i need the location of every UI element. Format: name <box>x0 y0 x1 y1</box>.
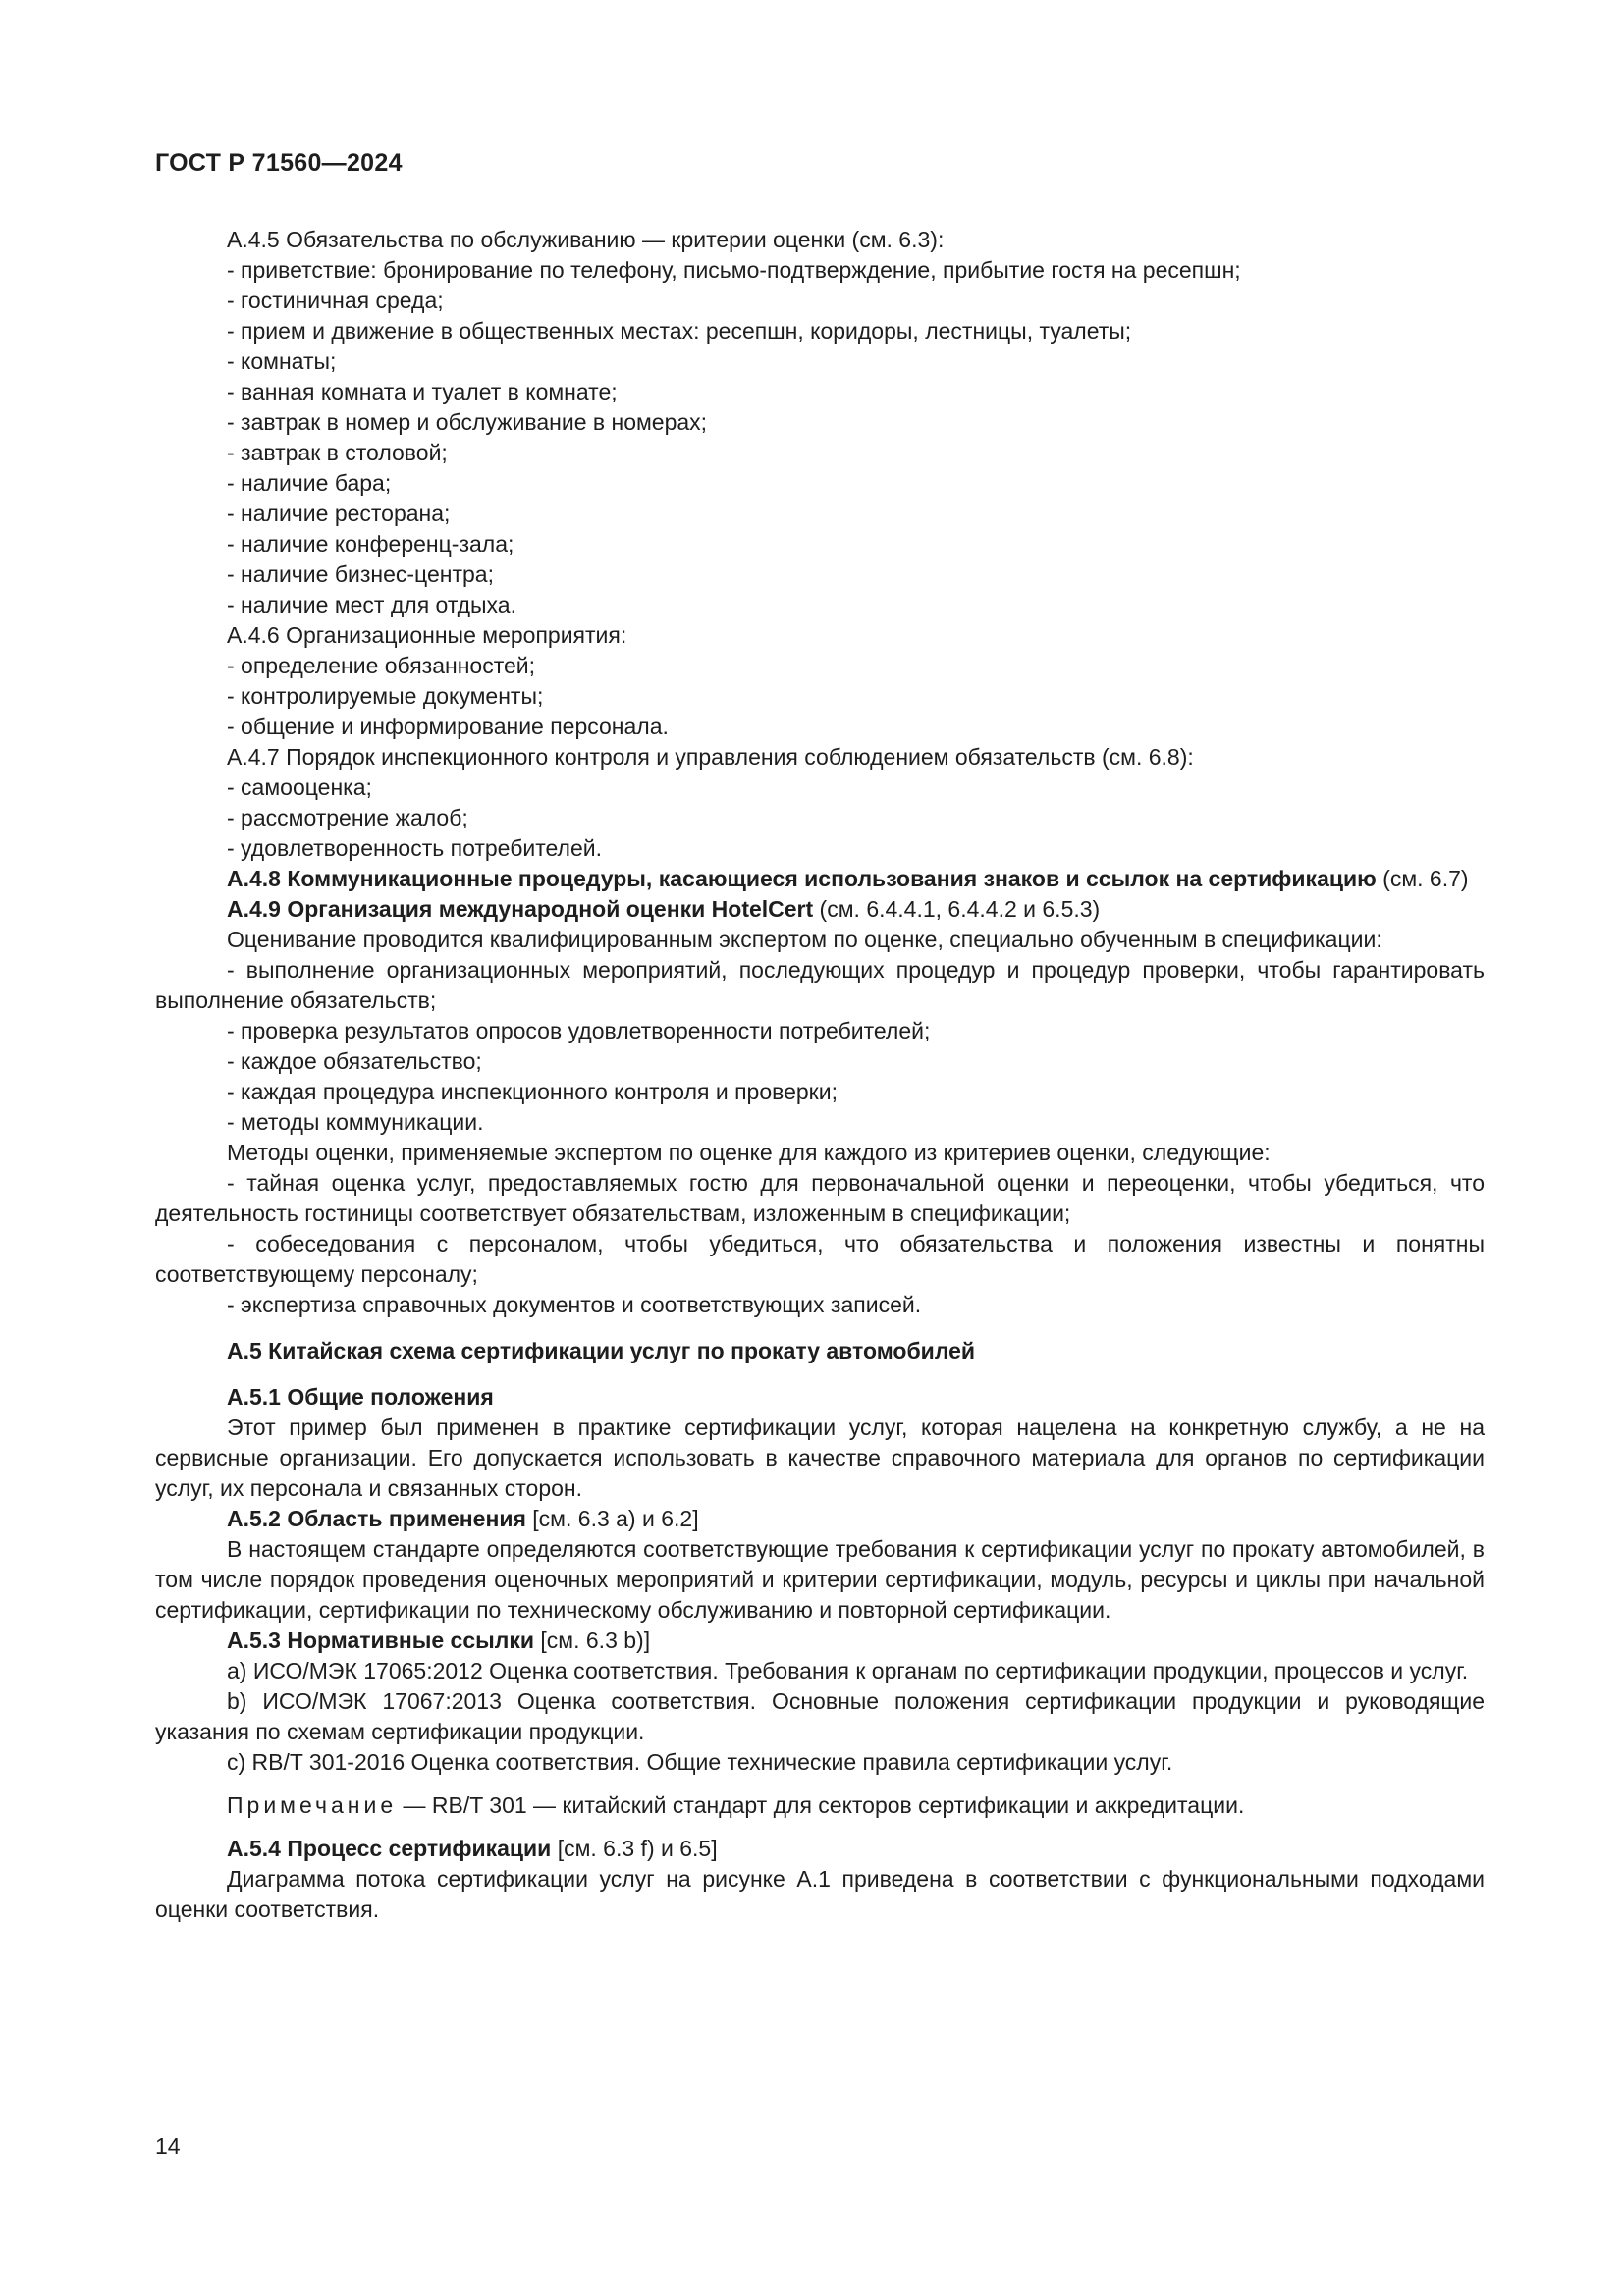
list-item: - ванная комната и туалет в комнате; <box>227 379 618 404</box>
paragraph: Оценивание проводится квалифицированным экспертом по оценке, специально обученным в спецификации: <box>227 927 1382 952</box>
list-item: - гостиничная среда; <box>227 288 444 313</box>
paragraph: Диаграмма потока сертификации услуг на рисунке А.1 приведена в соответствии с функциональными подходами оценки соответствия. <box>155 1866 1485 1922</box>
list-item: - выполнение организационных мероприятий, последующих процедур и процедур проверки, чтобы гарантировать выполнение обязательств; <box>155 957 1485 1013</box>
list-item: - удовлетворенность потребителей. <box>227 835 602 861</box>
section-heading <box>155 1504 1485 1534</box>
paragraph: Этот пример был применен в практике сертификации услуг, которая нацелена на конкретную службу, а не на сервисные организации. Его допускается использовать в качестве справочного материала для органов по сертификации услуг, их персонала и связанных сторон. <box>155 1415 1485 1501</box>
list-item: - завтрак в номер и обслуживание в номерах; <box>227 409 708 435</box>
list-item: - наличие бара; <box>227 470 392 496</box>
section-heading <box>155 864 1485 894</box>
section-heading <box>155 1382 1485 1413</box>
reference-item: b) ИСО/МЭК 17067:2013 Оценка соответствия. Основные положения сертификации продукции и руководящие указания по схемам сертификации продукции. <box>155 1688 1485 1744</box>
list-item: - наличие ресторана; <box>227 501 451 526</box>
section-heading-ref: (см. 6.7) <box>1376 866 1469 891</box>
section-heading-ref: (см. 6.4.4.1, 6.4.4.2 и 6.5.3) <box>813 896 1101 922</box>
list-item: - приветствие: бронирование по телефону, письмо-подтверждение, прибытие гостя на ресепшн; <box>227 257 1241 283</box>
document-body <box>155 225 1485 1925</box>
document-header: ГОСТ Р 71560—2024 <box>155 149 403 177</box>
list-item: - рассмотрение жалоб; <box>227 805 468 830</box>
list-item: - определение обязанностей; <box>227 653 536 678</box>
paragraph: В настоящем стандарте определяются соответствующие требования к сертификации услуг по прокату автомобилей, в том числе порядок проведения оценочных мероприятий и критерии сертификации, модуль, ресурсы и циклы при начальной сертификации, сертификации по техническому обслуживанию и повторной сертификации. <box>155 1536 1485 1623</box>
section-heading-title: А.4.8 Коммуникационные процедуры, касающиеся использования знаков и ссылок на сертификацию <box>227 866 1377 891</box>
section-heading-ref: [см. 6.3 b)] <box>534 1628 651 1653</box>
paragraph: А.4.6 Организационные мероприятия: <box>227 622 627 648</box>
reference-item: а) ИСО/МЭК 17065:2012 Оценка соответствия. Требования к органам по сертификации продукции, процессов и услуг. <box>227 1658 1469 1683</box>
section-heading-title: А.5.4 Процесс сертификации <box>227 1836 552 1861</box>
section-heading <box>155 1834 1485 1864</box>
list-item: - каждая процедура инспекционного контроля и проверки; <box>227 1079 838 1104</box>
list-item: - методы коммуникации. <box>227 1109 484 1135</box>
section-heading-title: А.4.9 Организация международной оценки HotelCert <box>227 896 814 922</box>
list-item: - экспертиза справочных документов и соответствующих записей. <box>227 1292 922 1317</box>
page-number: 14 <box>155 2133 181 2159</box>
paragraph: А.4.5 Обязательства по обслуживанию — критерии оценки (см. 6.3): <box>227 227 945 252</box>
list-item: - самооценка; <box>227 774 372 800</box>
note <box>155 1790 1485 1821</box>
section-heading-ref: [см. 6.3 f) и 6.5] <box>551 1836 718 1861</box>
section-heading <box>155 1336 1485 1366</box>
section-heading-title: А.5.3 Нормативные ссылки <box>227 1628 535 1653</box>
section-heading <box>155 1626 1485 1656</box>
list-item: - наличие мест для отдыха. <box>227 592 516 617</box>
list-item: - каждое обязательство; <box>227 1048 482 1074</box>
list-item: - завтрак в столовой; <box>227 440 448 465</box>
list-item: - наличие бизнес-центра; <box>227 561 494 587</box>
list-item: - комнаты; <box>227 348 337 374</box>
note-label: Примечание <box>227 1792 398 1818</box>
reference-item: с) RB/T 301-2016 Оценка соответствия. Общие технические правила сертификации услуг. <box>227 1749 1173 1775</box>
list-item: - общение и информирование персонала. <box>227 714 669 739</box>
section-heading-title: А.5 Китайская схема сертификации услуг по прокату автомобилей <box>227 1338 976 1363</box>
paragraph: Методы оценки, применяемые экспертом по оценке для каждого из критериев оценки, следующие: <box>227 1140 1271 1165</box>
note-text: — RB/T 301 — китайский стандарт для секторов сертификации и аккредитации. <box>397 1792 1245 1818</box>
paragraph: А.4.7 Порядок инспекционного контроля и управления соблюдением обязательств (см. 6.8): <box>227 744 1194 770</box>
list-item: - проверка результатов опросов удовлетворенности потребителей; <box>227 1018 931 1043</box>
list-item: - тайная оценка услуг, предоставляемых гостю для первоначальной оценки и переоценки, чтобы убедиться, что деятельность гостиницы соответствует обязательствам, изложенным в спецификации; <box>155 1170 1485 1226</box>
list-item: - наличие конференц-зала; <box>227 531 514 557</box>
section-heading-title: А.5.1 Общие положения <box>227 1384 494 1410</box>
list-item: - контролируемые документы; <box>227 683 544 709</box>
list-item: - прием и движение в общественных местах: ресепшн, коридоры, лестницы, туалеты; <box>227 318 1132 344</box>
section-heading-ref: [см. 6.3 а) и 6.2] <box>525 1506 699 1531</box>
list-item: - собеседования с персоналом, чтобы убедиться, что обязательства и положения известны и понятны соответствующему персоналу; <box>155 1231 1485 1287</box>
section-heading <box>155 894 1485 925</box>
section-heading-title: А.5.2 Область применения <box>227 1506 526 1531</box>
